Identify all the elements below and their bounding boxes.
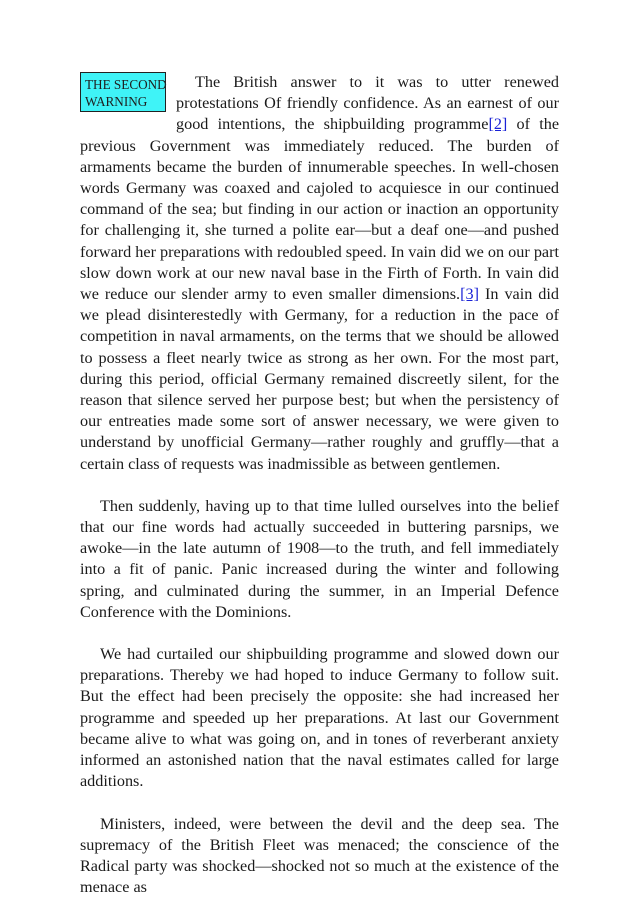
paragraph-1-text-a: The British answer to it was to utter renewed protestations Of friendly confidence. As an earnest of our good intentions, the shipbuilding programme [176, 73, 559, 134]
sidenote-line-2: WARNING [85, 94, 148, 109]
sidenote-line-1: THE SECOND [85, 77, 167, 92]
sidenote-box [80, 72, 166, 112]
page-body [80, 72, 559, 919]
paragraph-1 [80, 72, 559, 475]
footnote-link-2[interactable]: [2] [488, 115, 508, 134]
footnote-link-3[interactable]: [3] [460, 285, 479, 304]
paragraph-1-text-c: In vain did we plead disinterestedly with Germany, for a reduction in the pace of competition in naval armaments, on the terms that we should be allowed to possess a fleet nearly twice as strong as her own. For the most part, during this period, official Germany remained discreetly silent, for the reason that silence served her purpose best; but when the persistency of our entreaties made some sort of answer necessary, we were given to understand by unofficial Germany—rather roughly and gruffly—that a certain class of requests was inadmissible as between gentlemen. [80, 285, 559, 473]
paragraph-4: Ministers, indeed, were between the devil and the deep sea. The supremacy of the British Fleet was menaced; the conscience of the Radical party was shocked—shocked not so much at the existence of the menace as [80, 814, 559, 897]
paragraph-1-text-b: of the previous Government was immediately reduced. The burden of armaments became the burden of innumerable speeches. In well-chosen words Germany was coaxed and cajoled to acquiesce in our continued command of the sea; but finding in our action or inaction an opportunity for challenging it, she turned a polite ear—but a deaf one—and pushed forward her preparations with redoubled speed. In vain did we on our part slow down work at our new naval base in the Firth of Forth. In vain did we reduce our slender army to even smaller dimensions. [80, 115, 560, 304]
paragraph-2: Then suddenly, having up to that time lulled ourselves into the belief that our fine words had actually succeeded in buttering parsnips, we awoke—in the late autumn of 1908—to the truth, and fell immediately into a fit of panic. Panic increased during the winter and following spring, and culminated during the summer, in an Imperial Defence Conference with the Dominions. [80, 496, 559, 621]
paragraph-3: We had curtailed our shipbuilding programme and slowed down our preparations. Thereby we had hoped to induce Germany to follow suit. But the effect had been precisely the opposite: she had increased her programme and speeded up her preparations. At last our Government became alive to what was going on, and in tones of reverberant anxiety informed an astonished nation that the naval estimates called for large additions. [80, 645, 559, 791]
